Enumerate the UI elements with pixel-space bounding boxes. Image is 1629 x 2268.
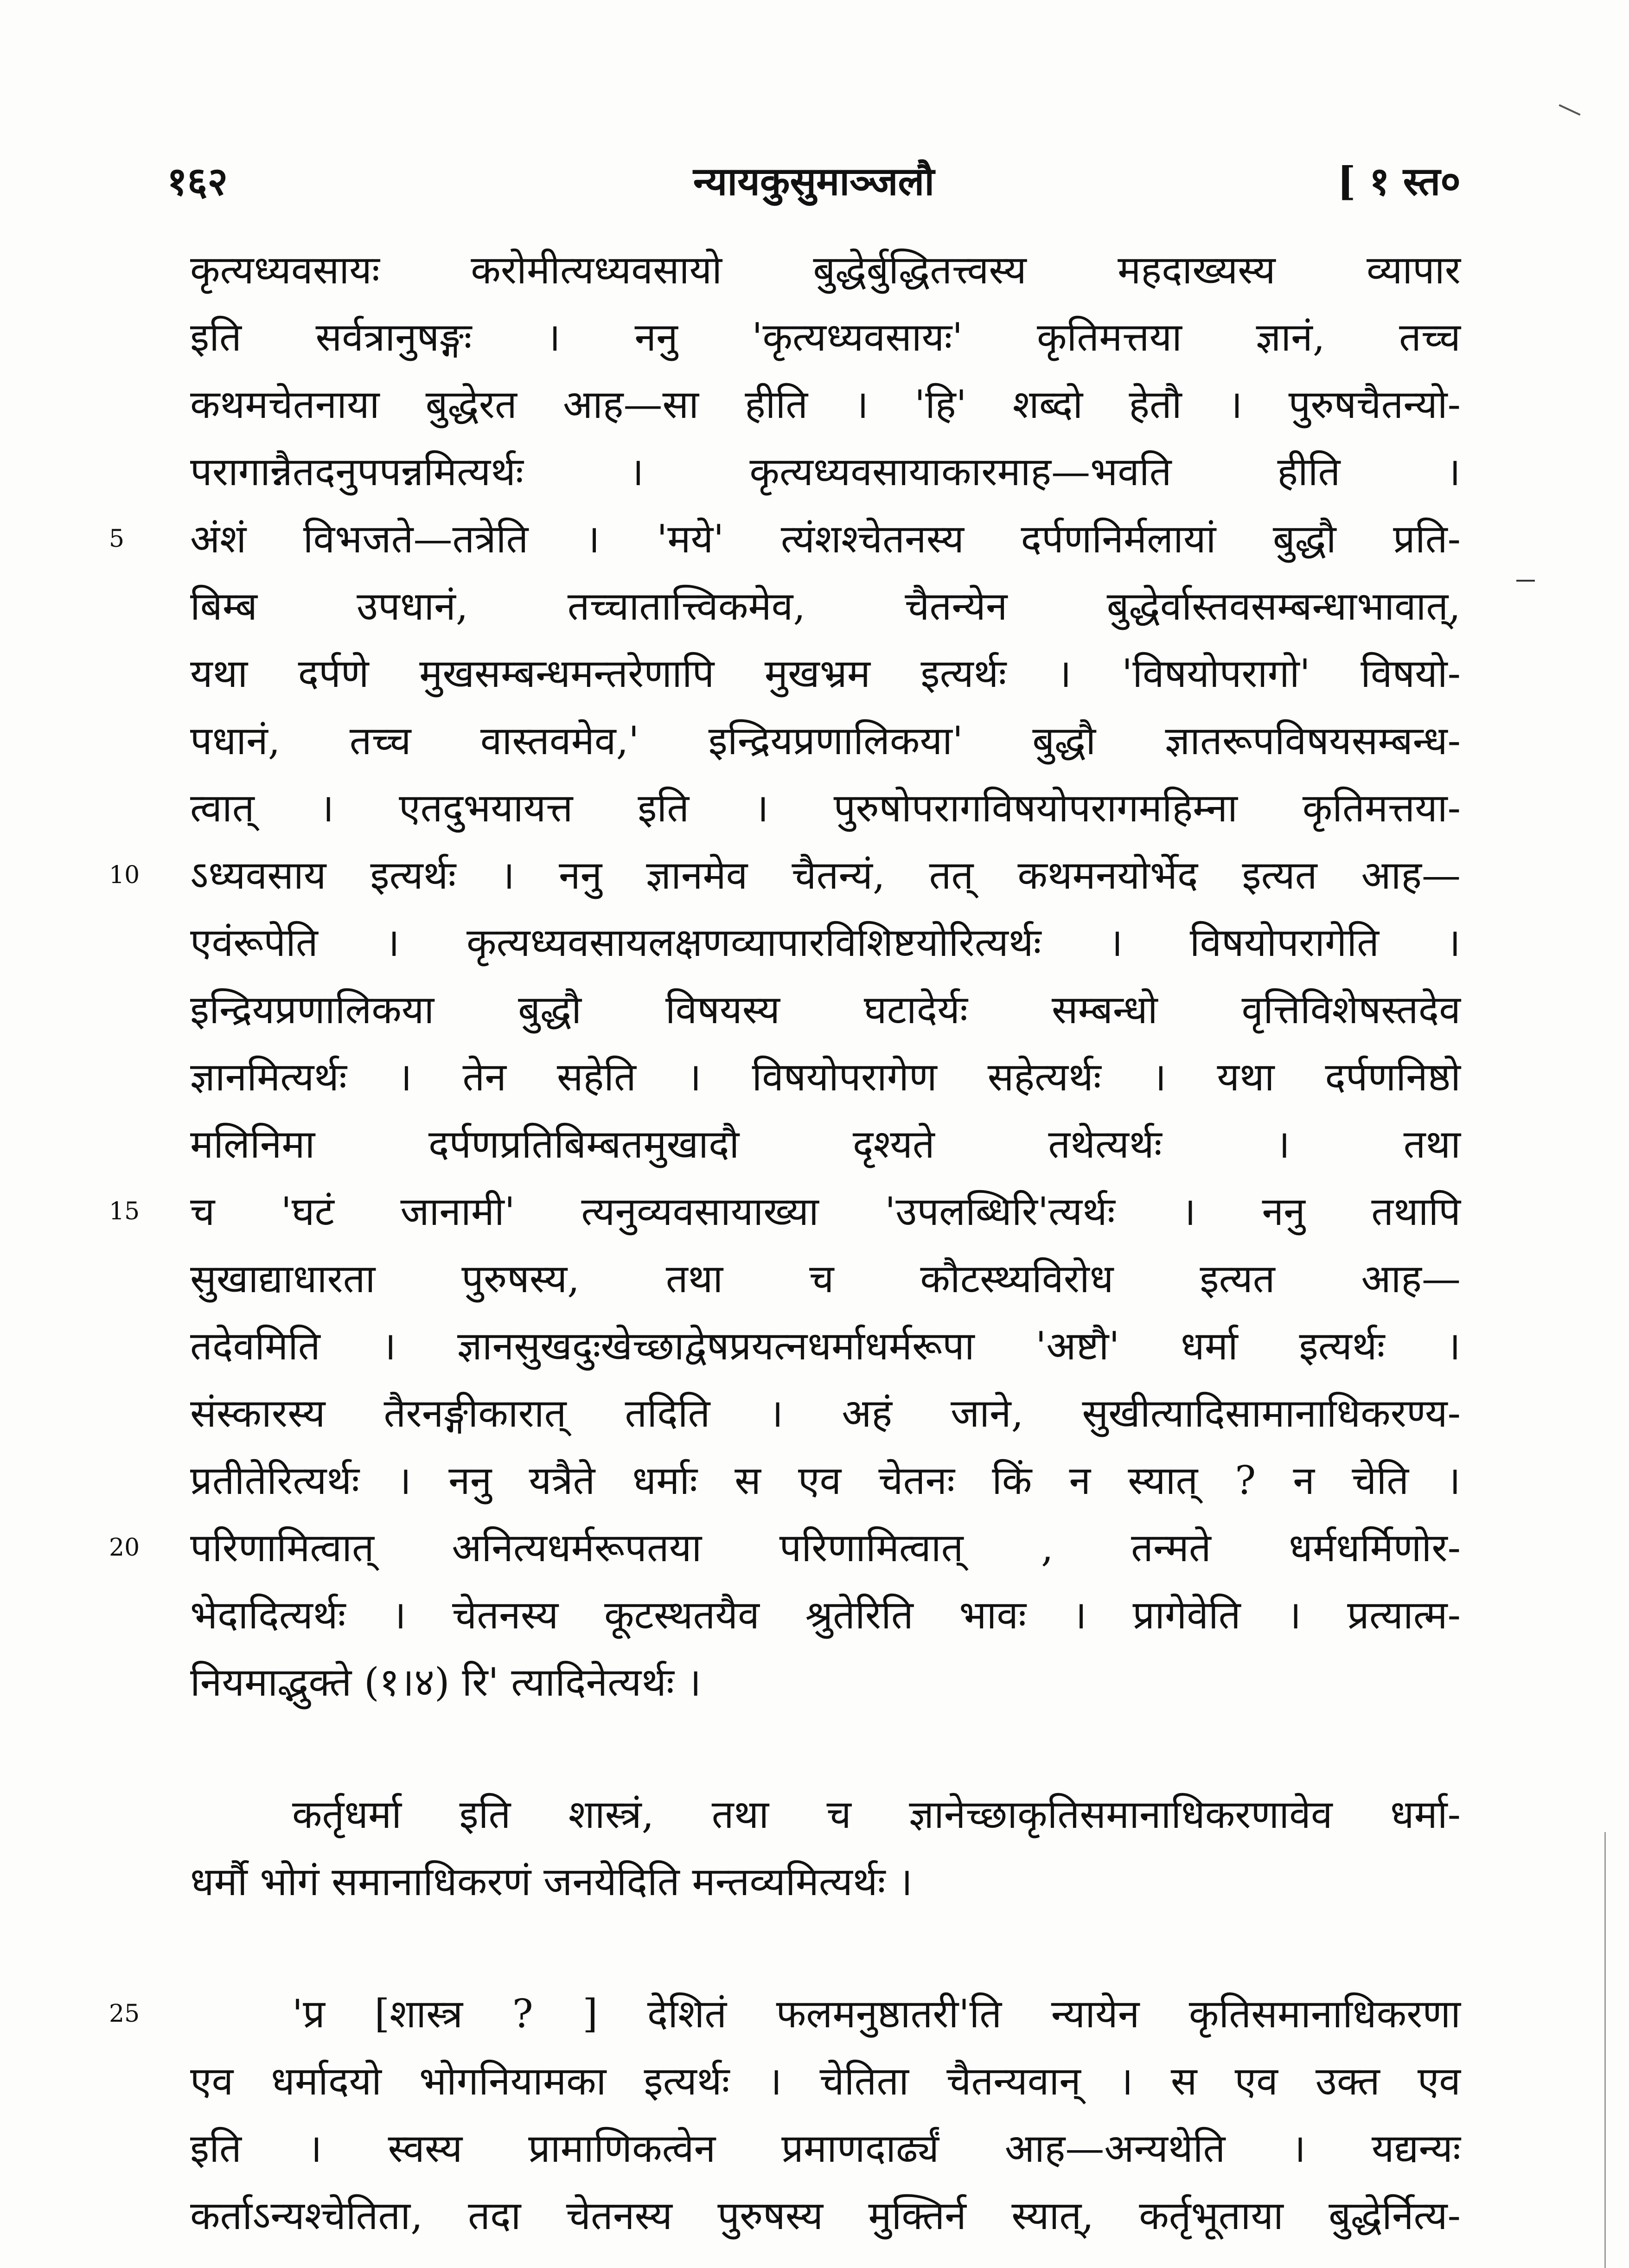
page-number: १६२ (167, 158, 228, 204)
line-number (109, 1380, 165, 1447)
line-number (109, 1313, 165, 1380)
text-line (109, 506, 1461, 573)
text-line (190, 1447, 1461, 1514)
line-number (109, 2182, 165, 2249)
line-text: तदेवमिति । ज्ञानसुखदुःखेच्छाद्वेषप्रयत्नधर्माधर्मरूपा 'अष्टौ' धर्मा इत्यर्थः । (190, 1323, 1461, 1369)
line-text: नियमाद्भुक्ते (१।४) रि' त्यादिनेत्यर्थः । (190, 1659, 702, 1705)
text-line (190, 775, 1461, 842)
text-line (190, 2182, 1461, 2249)
text-line (190, 304, 1461, 371)
line-text: एवंरूपेति । कृत्यध्यवसायलक्षणव्यापारविशिष्टयोरित्यर्थः । विषयोपरागेति । (190, 920, 1461, 965)
line-text: यथा दर्पणे मुखसम्बन्धमन्तरेणापि मुखभ्रम इत्यर्थः । 'विषयोपरागो' विषयो- (190, 651, 1461, 696)
text-line (109, 842, 1461, 909)
line-text: पधानं, तच्च वास्तवमेव,' इन्द्रियप्रणालिकया' बुद्धौ ज्ञातरूपविषयसम्बन्ध- (190, 718, 1461, 763)
text-line (190, 573, 1461, 640)
text-line (190, 1582, 1461, 1649)
line-number (109, 2048, 165, 2115)
line-number (109, 371, 165, 438)
line-text: कथमचेतनाया बुद्धेरत आह—सा हीति । 'हि' शब्दो हेतौ । पुरुषचैतन्यो- (190, 382, 1461, 427)
text-line (190, 707, 1461, 775)
text-line (109, 1514, 1461, 1582)
commentary-paragraph-1 (109, 237, 1461, 1716)
line-number (109, 775, 165, 842)
text-line (190, 1313, 1461, 1380)
text-line (109, 1980, 1461, 2048)
line-number: 20 (109, 1534, 140, 1562)
line-number (109, 2115, 165, 2182)
text-line (190, 237, 1461, 304)
text-line (190, 1649, 1461, 1716)
line-number (109, 1848, 165, 1916)
commentary-paragraph-2 (190, 1781, 1461, 1916)
line-text: ज्ञानमित्यर्थः । तेन सहेति । विषयोपरागेण सहेत्यर्थः । यथा दर्पणनिष्ठो (190, 1054, 1461, 1100)
stray-mark (1559, 104, 1580, 116)
line-text: च 'घटं जानामी' त्यनुव्यवसायाख्या 'उपलब्धिरि'त्यर्थः । ननु तथापि (190, 1189, 1461, 1234)
text-line (190, 640, 1461, 707)
line-number (109, 640, 165, 707)
line-number (109, 573, 165, 640)
commentary-paragraph-3 (109, 1980, 1461, 2249)
line-number (109, 237, 165, 304)
line-number (109, 1245, 165, 1313)
line-number (109, 1447, 165, 1514)
line-text: ऽध्यवसाय इत्यर्थः । ननु ज्ञानमेव चैतन्यं, तत् कथमनयोर्भेद इत्यत आह— (190, 852, 1461, 898)
line-text: त्वात् । एतदुभयायत्त इति । पुरुषोपरागविषयोपरागमहिम्ना कृतिमत्तया- (190, 785, 1461, 831)
line-text: इति । स्वस्य प्रामाणिकत्वेन प्रमाणदार्ढ्यं आह—अन्यथेति । यद्यन्यः (190, 2126, 1461, 2171)
line-text: प्रतीतेरित्यर्थः । ननु यत्रैते धर्माः स एव चेतनः किं न स्यात् ? न चेति । (190, 1458, 1461, 1503)
line-text: इति सर्वत्रानुषङ्गः । ननु 'कृत्यध्यवसायः' कृतिमत्तया ज्ञानं, तच्च (190, 314, 1461, 360)
line-text: परागान्नैतदनुपपन्नमित्यर्थः । कृत्यध्यवसायाकारमाह—भवति हीति । (190, 449, 1461, 494)
line-number (109, 976, 165, 1044)
page-header (167, 153, 1461, 209)
line-text: बिम्ब उपधानं, तच्चातात्त्विकमेव, चैतन्येन बुद्धेर्वास्तवसम्बन्धाभावात्, (190, 583, 1461, 629)
line-text: संस्कारस्य तैरनङ्गीकारात् तदिति । अहं जाने, सुखीत्यादिसामानाधिकरण्य- (190, 1390, 1461, 1436)
line-number (109, 1582, 165, 1649)
line-text: मलिनिमा दर्पणप्रतिबिम्बतमुखादौ दृश्यते तथेत्यर्थः । तथा (190, 1121, 1461, 1167)
line-text: परिणामित्वात् अनित्यधर्मरूपतया परिणामित्वात् , तन्मते धर्मधर्मिणोर- (190, 1525, 1461, 1570)
text-line (190, 2048, 1461, 2115)
line-text: भेदादित्यर्थः । चेतनस्य कूटस्थतयैव श्रुतेरिति भावः । प्रागेवेति । प्रत्यात्म- (190, 1592, 1461, 1638)
line-number (109, 1044, 165, 1111)
line-number: 25 (109, 2000, 140, 2028)
line-number (109, 1781, 165, 1848)
line-number (109, 438, 165, 506)
running-title: न्यायकुसुमाञ्जलौ (693, 158, 935, 204)
line-text: कर्ताऽन्यश्चेतिता, तदा चेतनस्य पुरुषस्य मुक्तिर्न स्यात्, कर्तृभूताया बुद्धेर्नित्य- (190, 2193, 1461, 2238)
margin-dash (1516, 580, 1535, 582)
text-line (190, 909, 1461, 976)
line-number (109, 909, 165, 976)
text-line (190, 976, 1461, 1044)
section-reference: [ १ स्त० (1337, 158, 1461, 204)
text-line (190, 1848, 1461, 1916)
text-line (109, 1178, 1461, 1245)
line-number: 10 (109, 861, 140, 889)
text-line (190, 1111, 1461, 1178)
text-line (190, 1781, 1461, 1848)
line-text: अंशं विभजते—तत्रेति । 'मये' त्यंशश्चेतनस्य दर्पणनिर्मलायां बुद्धौ प्रति- (190, 516, 1461, 562)
text-line (190, 2115, 1461, 2182)
binding-gutter-line (1604, 1832, 1606, 2268)
line-text: एव धर्मादयो भोगनियामका इत्यर्थः । चेतिता चैतन्यवान् । स एव उक्त एव (190, 2058, 1461, 2104)
text-line (190, 1044, 1461, 1111)
line-text: 'प्र [शास्त्र ? ] देशितं फलमनुष्ठातरी'ति न्यायेन कृतिसमानाधिकरणा (292, 1991, 1461, 2037)
text-line (190, 1245, 1461, 1313)
line-text: सुखाद्याधारता पुरुषस्य, तथा च कौटस्थ्यविरोध इत्यत आह— (190, 1256, 1461, 1301)
line-number (109, 304, 165, 371)
line-number: 15 (109, 1198, 140, 1225)
line-text: धर्मौ भोगं समानाधिकरणं जनयेदिति मन्तव्यमित्यर्थः । (190, 1859, 913, 1904)
line-text: कृत्यध्यवसायः करोमीत्यध्यवसायो बुद्धेर्बुद्धितत्त्वस्य महदाख्यस्य व्यापार (190, 247, 1461, 293)
line-text: कर्तृधर्मा इति शास्त्रं, तथा च ज्ञानेच्छाकृतिसमानाधिकरणावेव धर्मा- (292, 1792, 1461, 1837)
text-line (190, 438, 1461, 506)
line-text: इन्द्रियप्रणालिकया बुद्धौ विषयस्य घटादेर्यः सम्बन्धो वृत्तिविशेषस्तदेव (190, 987, 1461, 1032)
line-number: 5 (109, 525, 125, 553)
text-line (190, 1380, 1461, 1447)
line-number (109, 1649, 165, 1716)
line-number (109, 1111, 165, 1178)
line-number (109, 707, 165, 775)
text-line (190, 371, 1461, 438)
